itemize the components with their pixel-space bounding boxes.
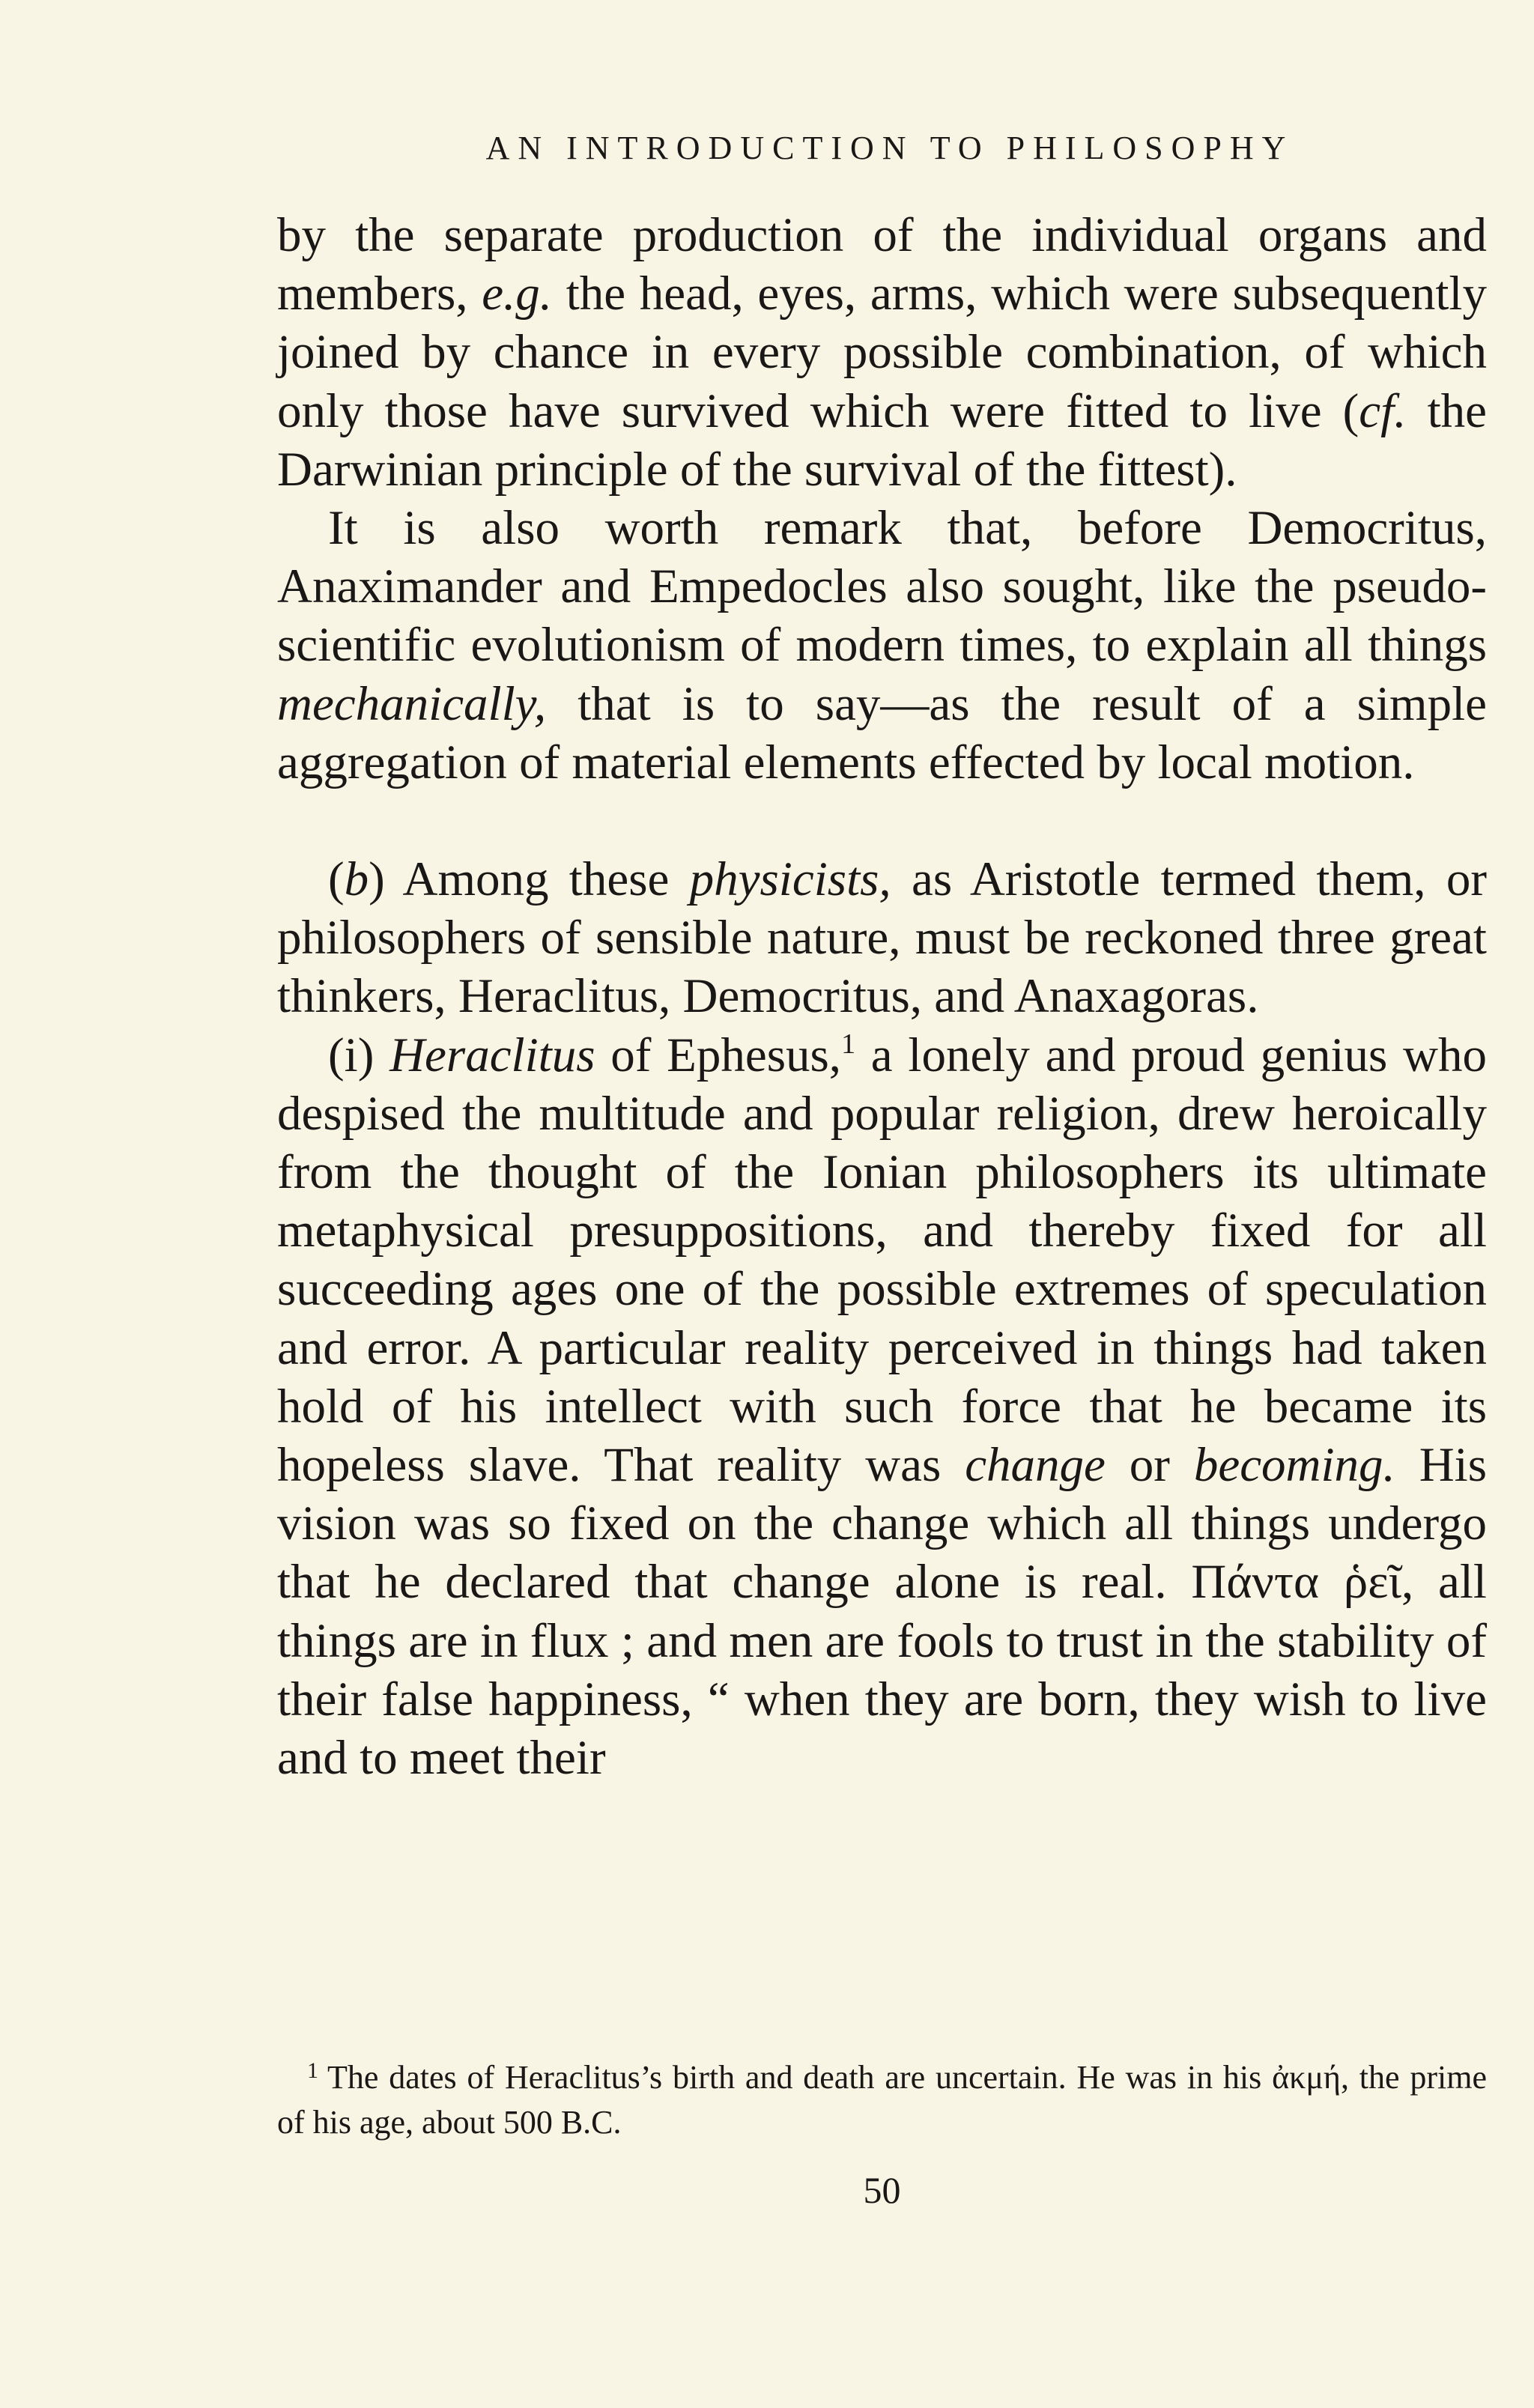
paragraph-mechanical: It is also worth remark that, before Democritus, Anaximander and Empedocles also sought, like the pseudo-scientific evolutionism of modern times, to explain all things mechanically, that is to say—as the result of a simple aggregation of material elements effected by local motion. <box>277 501 1487 789</box>
footnote <box>277 2048 1487 2145</box>
footnote-mark: 1 <box>307 2058 318 2083</box>
footnote-text: The dates of Heraclitus’s birth and death are uncertain. He was in his ἀκμή, the prime of his age, about 500 B.C. <box>277 2059 1487 2141</box>
paragraph-physicists: (b) Among these physicists, as Aristotle termed them, or philosophers of sensible nature, must be reckoned three great thinkers, Heraclitus, Democritus, and Anaxagoras. <box>277 852 1487 1024</box>
footnote-reference: 1 <box>841 1028 856 1060</box>
book-page <box>277 0 1487 2408</box>
page-number: 50 <box>863 2169 901 2211</box>
paragraph-continuation: by the separate production of the individual organs and members, e.g. the head, eyes, arms, which were subsequently joined by chance in every possible combination, of which only those have survived which were fitted to live (cf. the Darwinian principle of the survival of the fittest). <box>277 208 1487 497</box>
body-text <box>277 206 1487 1787</box>
running-head: AN INTRODUCTION TO PHILOSOPHY <box>485 130 1294 166</box>
paragraph-heraclitus: (i) Heraclitus of Ephesus,$^1$ a lonely and proud genius who despised the multitude and popular religion, drew heroically from the thought of the Ionian philosophers its ultimate metaphysical presuppositions, and thereby fixed for all succeeding ages one of the possible extremes of speculation and error. A particular reality perceived in things had taken hold of his intellect with such force that he became its hopeless slave. That reality was change or becoming. His vision was so fixed on the change which all things undergo that he declared that change alone is real. Πάντα ῥεῖ, all things are in flux ; and men are fools to trust in the stability of their false happiness, “ when they are born, they wish to live and to meet their <box>277 1028 1487 1786</box>
